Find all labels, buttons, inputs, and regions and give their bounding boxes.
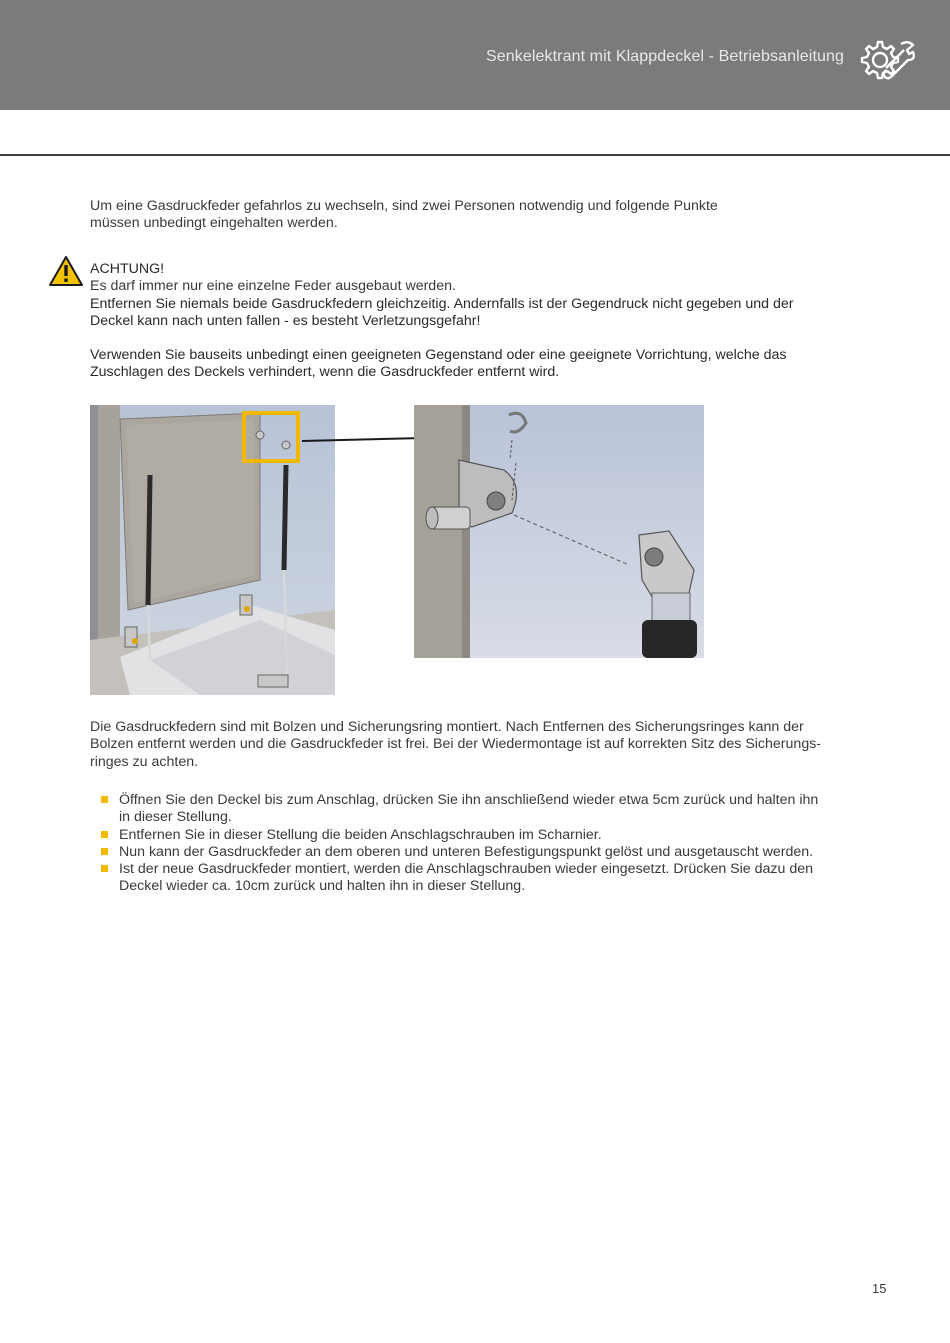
step-text: in dieser Stellung. (119, 809, 232, 826)
bullet-square-icon (101, 865, 108, 872)
warning-line: Deckel kann nach unten fallen - es besteht Verletzungsgefahr! (90, 312, 481, 329)
step-text: Entfernen Sie in dieser Stellung die beiden Anschlagschrauben im Scharnier. (119, 826, 602, 843)
note-line: Verwenden Sie bauseits unbedingt einen geeigneten Gegenstand oder eine geeignete Vorrichtung, welche das (90, 347, 787, 363)
warning-block (90, 261, 850, 330)
description-line: ringes zu achten. (90, 753, 199, 770)
step-list (100, 792, 860, 896)
description-line: Bolzen entfernt werden und die Gasdruckfeder ist frei. Bei der Wiedermontage ist auf korrekten Sitz des Sicherungs- (90, 736, 822, 753)
list-item (100, 827, 860, 844)
bullet-square-icon (101, 831, 108, 838)
step-text: Nun kann der Gasdruckfeder an dem oberen und unteren Befestigungspunkt gelöst und ausgetauscht werden. (119, 843, 814, 860)
document-title: Senkelektrant mit Klappdeckel - Betriebsanleitung (486, 48, 844, 65)
lid-gas-spring-figure (90, 405, 335, 695)
gear-wrench-icon (856, 38, 918, 84)
intro-line: müssen unbedingt eingehalten werden. (90, 215, 338, 232)
bullet-square-icon (101, 796, 108, 803)
circlip-detail-figure (414, 405, 704, 658)
list-item (100, 844, 860, 861)
intro-paragraph (90, 198, 850, 233)
step-text: Deckel wieder ca. 10cm zurück und halten ihn in dieser Stellung. (119, 878, 526, 895)
warning-line: Entfernen Sie niemals beide Gasdruckfedern gleichzeitig. Andernfalls ist der Gegendruck nicht gegeben und der (90, 295, 794, 312)
page-number: 15 (872, 1281, 887, 1296)
list-item (100, 861, 860, 896)
bullet-square-icon (101, 848, 108, 855)
step-text: Ist der neue Gasdruckfeder montiert, werden die Anschlagschrauben wieder eingesetzt. Drücken Sie dazu den (119, 861, 814, 878)
step-text: Öffnen Sie den Deckel bis zum Anschlag, drücken Sie ihn anschließend wieder etwa 5cm zurück und halten ihn (119, 792, 819, 808)
warning-heading: ACHTUNG! (90, 261, 165, 277)
description-paragraph (90, 719, 850, 771)
header-rule (0, 154, 950, 156)
warning-line: Es darf immer nur eine einzelne Feder ausgebaut werden. (90, 278, 456, 295)
note-paragraph (90, 347, 850, 382)
intro-line: Um eine Gasdruckfeder gefahrlos zu wechseln, sind zwei Personen notwendig und folgende Punkte (90, 198, 718, 214)
list-item (100, 792, 860, 827)
warning-triangle-icon (48, 255, 84, 287)
note-line: Zuschlagen des Deckels verhindert, wenn die Gasdruckfeder entfernt wird. (90, 364, 560, 381)
description-line: Die Gasdruckfedern sind mit Bolzen und Sicherungsring montiert. Nach Entfernen des Sicherungsringes kann der (90, 719, 804, 735)
page-header (0, 0, 950, 110)
